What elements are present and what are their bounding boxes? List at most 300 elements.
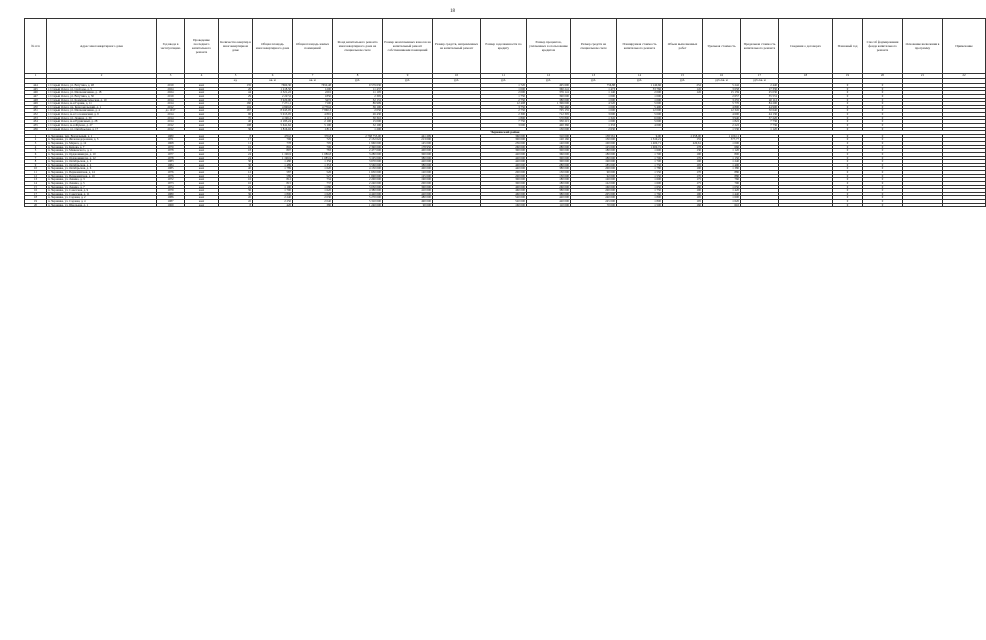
table-cell: 72	[219, 98, 253, 102]
table-cell: 180 000	[527, 178, 571, 182]
table-cell: 460 000	[481, 189, 527, 193]
table-cell: 1972	[157, 178, 185, 182]
table-cell: 451	[25, 109, 47, 113]
table-cell: 2	[25, 138, 47, 142]
table-cell: 0	[863, 185, 903, 189]
table-cell: 140 000	[527, 142, 571, 146]
table-cell: 0	[863, 171, 903, 175]
table-cell: 44 130	[741, 113, 779, 117]
table-cell: 0	[863, 109, 903, 113]
table-cell: 158 561	[571, 134, 617, 138]
table-cell: 2 058,00	[663, 134, 703, 138]
table-cell: жил	[185, 116, 219, 120]
table-cell: 420 000	[481, 152, 527, 156]
table-cell: 1 240 000	[333, 203, 383, 207]
table-cell: 3 560 000	[333, 163, 383, 167]
table-cell: 18	[25, 196, 47, 200]
table-cell: 0	[863, 102, 903, 106]
table-cell: 195	[663, 163, 703, 167]
table-cell: жил	[185, 171, 219, 175]
table-cell: 2 477 000	[333, 149, 383, 153]
table-cell: 0	[863, 192, 903, 196]
table-cell: 420 000	[481, 160, 527, 164]
table-cell: 0	[833, 192, 863, 196]
table-cell: 0	[833, 123, 863, 127]
table-cell: 0	[863, 181, 903, 185]
table-cell: 1 480	[253, 160, 293, 164]
table-cell: 20	[25, 203, 47, 207]
table-cell: 7 736	[741, 123, 779, 127]
table-cell: 1 440	[703, 192, 741, 196]
table-cell: 410 000	[383, 189, 433, 193]
page-number: 18	[450, 9, 455, 14]
table-cell: 0	[833, 127, 863, 131]
table-cell: 0	[833, 116, 863, 120]
table-cell: 0	[863, 160, 903, 164]
table-cell: 1 800	[617, 200, 663, 204]
column-unit: кв. м	[293, 79, 333, 84]
table-cell: 1 510,21	[617, 138, 663, 142]
table-cell: 6 000	[617, 116, 663, 120]
column-header: Удельная стоимость	[703, 19, 741, 74]
table-cell: 1 400,71	[617, 142, 663, 146]
header-row	[25, 19, 986, 74]
column-number: 5	[219, 74, 253, 79]
table-cell: 280 000	[527, 145, 571, 149]
table-cell: 4 891	[293, 113, 333, 117]
table-cell: 12 345	[703, 109, 741, 113]
table-cell: 1 628	[293, 192, 333, 196]
table-cell: 0	[863, 178, 903, 182]
table-cell: 17	[219, 138, 253, 142]
table-cell: 2 750	[481, 109, 527, 113]
table-cell: 452	[25, 113, 47, 117]
column-number: 9	[383, 74, 433, 79]
table-cell: 2 050	[333, 109, 383, 113]
table-cell: п. Чернянка, ул. Первомайская, д. 16	[47, 174, 157, 178]
table-cell: жил	[185, 178, 219, 182]
table-cell: 0	[833, 102, 863, 106]
table-cell: 190 000	[383, 178, 433, 182]
table-cell: 7	[25, 156, 47, 160]
table-cell: жил	[185, 102, 219, 106]
table-cell: 0	[863, 120, 903, 124]
table-cell: жил	[185, 87, 219, 91]
table-cell: 880	[703, 171, 741, 175]
table-cell: 0	[833, 109, 863, 113]
table-cell: 130 000	[571, 138, 617, 142]
table-cell: 0	[833, 203, 863, 207]
table-cell: 1 000	[703, 142, 741, 146]
table-cell: 16	[219, 178, 253, 182]
table-cell: 15 159	[703, 91, 741, 95]
column-number: 21	[903, 74, 943, 79]
table-cell: 30	[219, 160, 253, 164]
column-number: 16	[703, 74, 741, 79]
table-cell: жил	[185, 105, 219, 109]
column-header: Способ формирования фонда капитального ремонта	[863, 19, 903, 74]
column-number: 3	[157, 74, 185, 79]
table-cell: 0	[863, 152, 903, 156]
table-cell: 1 500	[617, 203, 663, 207]
table-cell: 2014	[157, 98, 185, 102]
column-header: Примечание	[943, 19, 986, 74]
column-number: 15	[663, 74, 703, 79]
table-cell: 15 000	[333, 120, 383, 124]
table-cell: 587	[253, 171, 293, 175]
column-number: 4	[185, 74, 219, 79]
table-cell: 1 150	[703, 156, 741, 160]
table-cell: жил	[185, 134, 219, 138]
table-cell: 3 940	[703, 116, 741, 120]
table-cell: 1 085,9	[293, 156, 333, 160]
column-unit: руб./кв. м	[741, 79, 779, 84]
table-cell	[943, 203, 986, 207]
table-cell: 17 330	[741, 87, 779, 91]
table-cell: 2 152 022	[333, 138, 383, 142]
table-cell: 145	[663, 91, 703, 95]
table-cell: 0	[863, 189, 903, 193]
table-cell: 380 000	[527, 167, 571, 171]
table-cell: 420 000	[527, 196, 571, 200]
table-cell: 1 822	[703, 120, 741, 124]
table-cell: 0	[863, 163, 903, 167]
table-cell: 1 396 000	[527, 102, 571, 106]
table-cell: 2 240 000	[333, 181, 383, 185]
table-cell: 4 000	[617, 123, 663, 127]
table-cell: 37 220	[741, 116, 779, 120]
table-cell: 135	[219, 84, 253, 88]
column-header: № п/п	[25, 19, 47, 74]
table-cell: 190	[663, 152, 703, 156]
table-cell: 1 720	[481, 84, 527, 88]
table-cell: 1 000	[481, 87, 527, 91]
table-cell: 16	[25, 189, 47, 193]
table-cell: 1980	[157, 192, 185, 196]
table-cell: 300 000	[481, 181, 527, 185]
table-cell: жил	[185, 94, 219, 98]
table-cell: 380 000	[527, 98, 571, 102]
table-cell: 120 000	[571, 178, 617, 182]
table-cell: 1 333	[571, 123, 617, 127]
table-cell: 17	[25, 192, 47, 196]
table-cell: 476,0	[253, 134, 293, 138]
table-cell: 18	[219, 149, 253, 153]
table-cell: 122 000	[571, 181, 617, 185]
column-number: 7	[293, 74, 333, 79]
table-cell: 170	[663, 156, 703, 160]
table-cell: 1	[25, 134, 47, 138]
table-cell: 2 390 000	[333, 145, 383, 149]
table-cell: 3 670 000	[333, 160, 383, 164]
table-cell: 44	[219, 91, 253, 95]
table-cell: 3 920,00	[253, 98, 293, 102]
table-cell: 33 766	[617, 87, 663, 91]
table-cell: жил	[185, 127, 219, 131]
table-cell: 6	[25, 152, 47, 156]
table-cell: 1974	[157, 185, 185, 189]
table-cell: 1200	[293, 87, 333, 91]
table-cell: 0	[863, 203, 903, 207]
table-cell: жил	[185, 196, 219, 200]
table-cell: 7650,48	[293, 84, 333, 88]
table-cell: 7 750	[481, 120, 527, 124]
table-cell: 4	[25, 145, 47, 149]
table-cell: 167	[219, 109, 253, 113]
table-cell: 520 000	[481, 196, 527, 200]
table-cell: 0	[863, 145, 903, 149]
table-cell: 0	[833, 167, 863, 171]
table-cell: 0	[833, 185, 863, 189]
table-cell: 420 000	[383, 192, 433, 196]
table-cell: п. Чернянка, ул. Октябрьская, д. 2	[47, 160, 157, 164]
table-cell: 5 770	[703, 102, 741, 106]
table-cell: 1 650 000	[333, 171, 383, 175]
table-cell: г. Старый Оскол, м-н Соломенский, д. 9	[47, 113, 157, 117]
table-cell: жил	[185, 203, 219, 207]
table-cell: 610	[703, 203, 741, 207]
table-cell: 0	[833, 84, 863, 88]
table-cell: 1 600	[617, 181, 663, 185]
table-cell: 92 000	[571, 174, 617, 178]
table-cell: 190	[663, 189, 703, 193]
table-cell: п. Чернянка, ул. Ленина, д. 7	[47, 185, 157, 189]
column-number: 12	[527, 74, 571, 79]
table-cell: 8	[25, 160, 47, 164]
table-cell: 3472	[293, 98, 333, 102]
table-cell: 1 790	[253, 189, 293, 193]
table-cell: 1 196,9	[253, 156, 293, 160]
table-cell: 1 190	[253, 185, 293, 189]
table-cell: 0	[863, 127, 903, 131]
table-cell: 252	[663, 84, 703, 88]
table-cell: 24	[219, 185, 253, 189]
table-cell: жил	[185, 163, 219, 167]
table-cell: 7660,30	[253, 84, 293, 88]
table-cell: 1 600	[617, 178, 663, 182]
table-cell: 1 140	[571, 91, 617, 95]
table-cell: 5 310 000	[333, 200, 383, 204]
table-cell: 260 000	[527, 185, 571, 189]
table-cell: 3 255	[703, 98, 741, 102]
table-cell: 400 360	[527, 123, 571, 127]
table-cell: 300 000	[527, 149, 571, 153]
table-cell: 2 440	[741, 84, 779, 88]
table-cell: 8	[219, 134, 253, 138]
column-header: Размер средств, направленных на капитальный ремонт	[433, 19, 481, 74]
table-cell: 170	[663, 171, 703, 175]
table-cell: 130	[663, 149, 703, 153]
table-cell: 7100	[293, 102, 333, 106]
table-cell: 1 196,9	[253, 152, 293, 156]
table-cell: 0	[833, 138, 863, 142]
table-cell: 11 105	[333, 91, 383, 95]
table-cell: 1 000	[571, 98, 617, 102]
table-cell: 1 080	[293, 185, 333, 189]
table-cell: 1970	[157, 145, 185, 149]
table-cell: 5 000	[617, 113, 663, 117]
table-cell: г. Старый Оскол, ул. Ватутина, д. 48	[47, 84, 157, 88]
table-cell: 440 000	[481, 167, 527, 171]
table-cell: 0	[863, 149, 903, 153]
table-cell: 1 690 000	[333, 174, 383, 178]
table-cell: 12	[219, 174, 253, 178]
table-cell: 12 000	[617, 109, 663, 113]
table-cell: 660	[703, 145, 741, 149]
table-cell: 32 131	[333, 98, 383, 102]
table-cell: 1 811	[293, 127, 333, 131]
table-cell: 30 310	[333, 116, 383, 120]
table-cell: 1 816,02	[253, 127, 293, 131]
column-header: Планируемая стоимость капитального ремонта	[617, 19, 663, 74]
table-cell: 1 473	[571, 87, 617, 91]
column-unit: руб.	[433, 79, 481, 84]
column-unit: руб.	[333, 79, 383, 84]
table-cell: 12 408	[481, 102, 527, 106]
table-cell: 190	[663, 167, 703, 171]
table-cell: 3 105 000	[333, 156, 383, 160]
table-cell: 36	[219, 189, 253, 193]
table-cell: 11 437	[333, 87, 383, 91]
table-cell: 2291	[293, 91, 333, 95]
table-cell: 0	[863, 105, 903, 109]
table-cell: 1 000	[571, 105, 617, 109]
table-cell: 160 000	[571, 185, 617, 189]
table-cell: 1 380	[703, 167, 741, 171]
table-cell: 5 641,62	[253, 123, 293, 127]
table-cell: 815	[253, 181, 293, 185]
table-cell: 5 400	[617, 105, 663, 109]
table-cell: 310 000	[527, 134, 571, 138]
table-cell: 1 650	[617, 185, 663, 189]
table-cell: 108	[219, 123, 253, 127]
table-cell: 1976	[157, 171, 185, 175]
column-unit: руб.	[383, 79, 433, 84]
table-cell: 150 000	[527, 174, 571, 178]
table-cell: п. Чернянка, ул. Первомайская, д. 14	[47, 171, 157, 175]
table-cell: 200 000	[571, 189, 617, 193]
table-cell: 180 000	[571, 156, 617, 160]
table-cell: 180 000	[571, 149, 617, 153]
table-cell: 1987	[157, 200, 185, 204]
table-cell: 70 000	[571, 203, 617, 207]
table-cell: 9 579 630	[333, 84, 383, 88]
table-cell: 453	[25, 116, 47, 120]
table-cell: 125 000	[571, 145, 617, 149]
table-cell: 0	[833, 156, 863, 160]
table-cell: 520 000	[481, 200, 527, 204]
table-cell: 3 658	[703, 87, 741, 91]
table-cell: 1 120	[741, 127, 779, 131]
table-cell: п. Чернянка, пер. Вокзальный, д. 1	[47, 134, 157, 138]
table-cell: 1 800	[481, 116, 527, 120]
table-cell: 130 000	[527, 127, 571, 131]
table-cell: жил	[185, 167, 219, 171]
table-cell: 10	[25, 167, 47, 171]
table-cell: г. Старый Оскол, ул. Коммунистическая, д. 10	[47, 98, 157, 102]
table-cell: 170	[663, 174, 703, 178]
table-cell: 45	[219, 200, 253, 204]
table-cell: 86 999	[333, 102, 383, 106]
table-cell: 0	[863, 113, 903, 117]
table-cell: 1 780	[617, 167, 663, 171]
table-cell: 400 000	[481, 163, 527, 167]
table-cell: 1983	[157, 160, 185, 164]
table-cell: 441 299	[383, 134, 433, 138]
table-cell: 1978	[157, 156, 185, 160]
table-cell: 145 000	[383, 142, 433, 146]
table-cell: п. Чернянка, ул. Кирова, д. 7	[47, 145, 157, 149]
table-cell: 390 000	[527, 94, 571, 98]
column-header: Объем выполненных работ	[663, 19, 703, 74]
table-cell: 4 800	[703, 105, 741, 109]
table-cell: 1969	[157, 203, 185, 207]
table-cell: 2014	[157, 116, 185, 120]
table-cell: 897	[253, 149, 293, 153]
column-header: Плановый год	[833, 19, 863, 74]
table-cell: 0	[863, 167, 903, 171]
table-cell: 1 400	[703, 163, 741, 167]
table-cell: 1 240	[703, 160, 741, 164]
table-cell: 2 768 755,00	[333, 134, 383, 138]
table-cell: 14	[25, 181, 47, 185]
column-number: 8	[333, 74, 383, 79]
column-header: Общая площадь жилых помещений	[293, 19, 333, 74]
table-cell: 125 000	[383, 174, 433, 178]
table-cell: 376 141	[527, 91, 571, 95]
column-header: Размер задолженности по кредиту	[481, 19, 527, 74]
table-cell: г. Старый Оскол, ул. Ленина, д. 30	[47, 116, 157, 120]
table-cell: 2014	[157, 102, 185, 106]
table-cell: 1 000	[617, 94, 663, 98]
table-cell: 526	[293, 171, 333, 175]
table-cell: 7 736	[741, 120, 779, 124]
capital-repair-register-sheet	[24, 18, 973, 631]
table-cell: 300 000	[481, 138, 527, 142]
table-cell: 260 000	[481, 145, 527, 149]
table-cell: 90 000	[571, 171, 617, 175]
table-cell: 1 960 000	[333, 142, 383, 146]
table-cell: 447	[25, 94, 47, 98]
column-header: Год ввода в эксплуатацию	[157, 19, 185, 74]
table-cell: 160	[219, 102, 253, 106]
table-cell: 200 000	[481, 171, 527, 175]
table-cell: 190	[663, 192, 703, 196]
column-header: Общая площадь многоквартирного дома	[253, 19, 293, 74]
table-cell: 712 305	[527, 113, 571, 117]
table-cell: 9	[25, 163, 47, 167]
column-unit: руб.	[663, 79, 703, 84]
table-cell: 0	[863, 174, 903, 178]
table-cell: 577,77	[703, 138, 741, 142]
table-cell: 527	[293, 174, 333, 178]
table-cell: 2 040	[293, 200, 333, 204]
table-cell: 1979	[157, 189, 185, 193]
table-cell: 1 120	[703, 149, 741, 153]
column-number: 19	[833, 74, 863, 79]
table-cell: 1 086,8	[293, 152, 333, 156]
table-cell: 200 000	[383, 181, 433, 185]
table-cell: 800	[703, 152, 741, 156]
table-cell: 1 700	[617, 160, 663, 164]
table-cell: 2012	[157, 123, 185, 127]
table-cell: 2012	[157, 127, 185, 131]
table-cell: 3 750	[481, 105, 527, 109]
column-header: Основание включения в программу	[903, 19, 943, 74]
table-cell: 16	[219, 145, 253, 149]
table-cell: 84 200	[741, 102, 779, 106]
table-cell: 1 700	[617, 156, 663, 160]
